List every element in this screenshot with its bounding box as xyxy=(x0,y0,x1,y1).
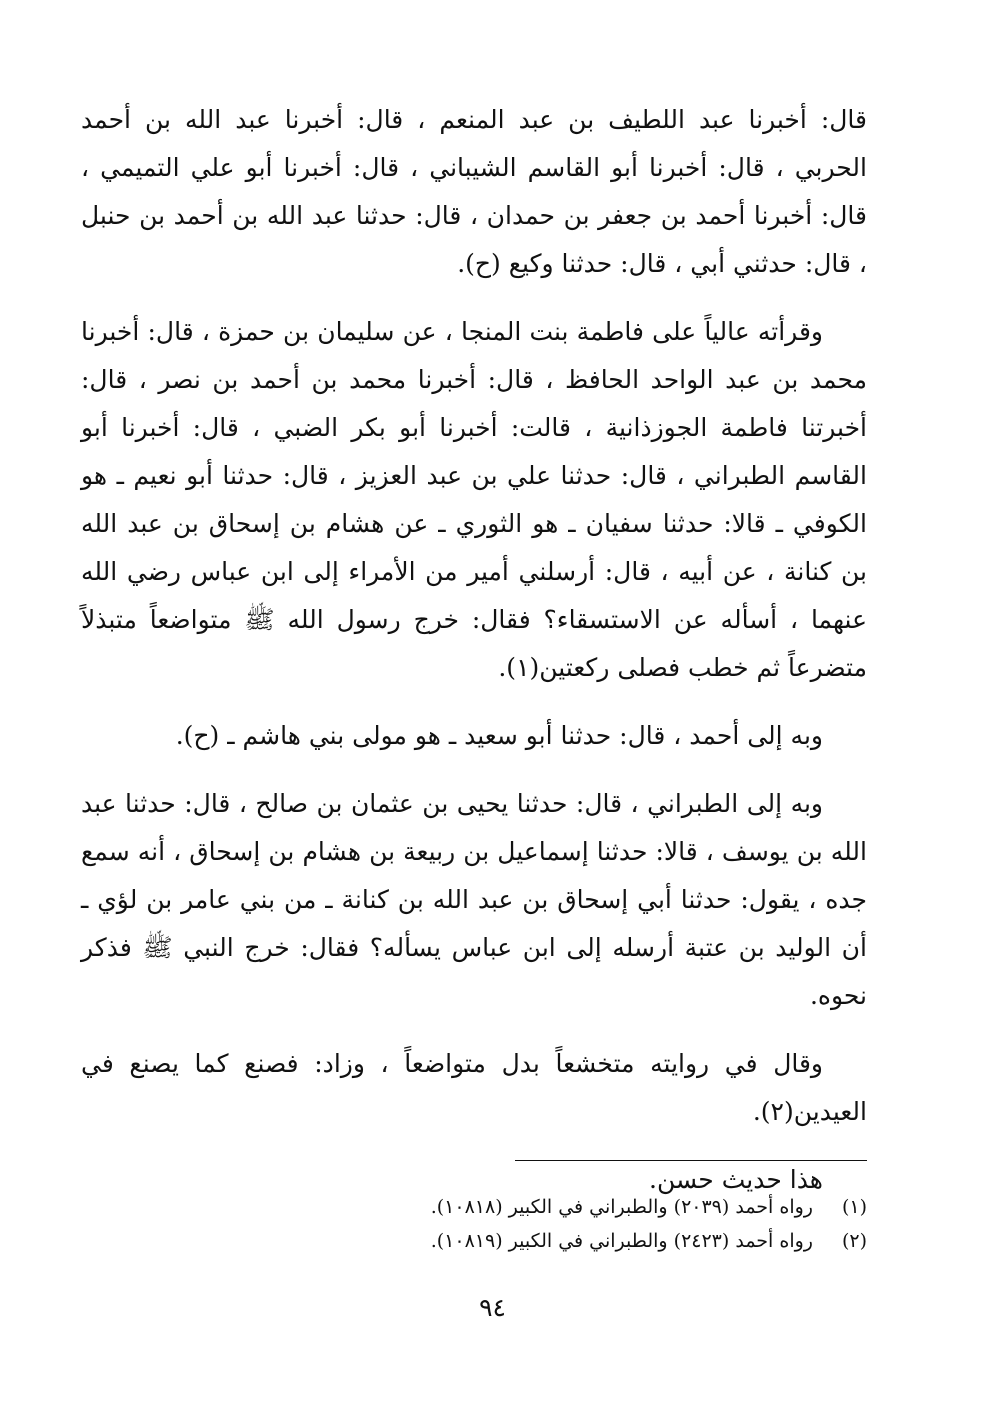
footnote-divider xyxy=(515,1160,867,1161)
paragraph-isnad-1: قال: أخبرنا عبد اللطيف بن عبد المنعم ، قال: أخبرنا عبد الله بن أحمد الحربي ، قال: أخبرنا أبو القاسم الشيباني ، قال: أخبرنا أبو علي التميمي ، قال: أخبرنا أحمد بن جعفر بن حمدان ، قال: حدثنا عبد الله بن أحمد بن حنبل ، قال: حدثني أبي ، قال: حدثنا وكيع (ح). xyxy=(81,105,867,278)
footnotes xyxy=(81,1190,867,1258)
paragraph-isnad-2: وبه إلى أحمد ، قال: حدثنا أبو سعيد ـ هو مولى بني هاشم ـ (ح). xyxy=(175,721,823,750)
footnote-1 xyxy=(81,1190,867,1224)
footnote-marker: (٢) xyxy=(841,1230,867,1252)
paragraph-hadith-text: وقرأته عالياً على فاطمة بنت المنجا ، عن سليمان بن حمزة ، قال: أخبرنا محمد بن عبد الواحد الحافظ ، قال: أخبرنا محمد بن أحمد بن نصر ، قال: أخبرتنا فاطمة الجوزذانية ، قالت: أخبرنا أبو بكر الضبي ، قال: أخبرنا أبو القاسم الطبراني ، قال: حدثنا علي بن عبد العزيز ، قال: حدثنا أبو نعيم ـ هو الكوفي ـ قالا: حدثنا سفيان ـ هو الثوري ـ عن هشام بن إسحاق بن عبد الله بن كنانة ، عن أبيه ، قال: أرسلني أمير من الأمراء إلى ابن عباس رضي الله عنهما ، أسأله عن الاستسقاء؟ فقال: خرج رسول الله ﷺ متواضعاً متبذلاً متضرعاً ثم خطب فصلى ركعتين(١). xyxy=(81,317,867,682)
main-text xyxy=(81,96,867,1204)
paragraph-variant: وقال في روايته متخشعاً بدل متواضعاً ، وزاد: فصنع كما يصنع في العيدين(٢). xyxy=(81,1049,867,1126)
footnote-2 xyxy=(81,1224,867,1258)
footnote-text: رواه أحمد (٢٠٣٩) والطبراني في الكبير (١٠٨١٨). xyxy=(430,1196,813,1218)
paragraph-isnad-3: وبه إلى الطبراني ، قال: حدثنا يحيى بن عثمان بن صالح ، قال: حدثنا عبد الله بن يوسف ، قالا: حدثنا إسماعيل بن ربيعة بن هشام بن إسحاق ، أنه سمع جده ، يقول: حدثنا أبي إسحاق بن عبد الله بن كنانة ـ من بني عامر بن لؤي ـ أن الوليد بن عتبة أرسله إلى ابن عباس يسأله؟ فقال: خرج النبي ﷺ فذكر نحوه. xyxy=(81,789,867,1010)
footnote-text: رواه أحمد (٢٤٢٣) والطبراني في الكبير (١٠٨١٩). xyxy=(430,1230,813,1252)
paragraph-grading: هذا حديث حسن. xyxy=(649,1165,823,1194)
footnote-marker: (١) xyxy=(841,1196,867,1218)
page-number: ٩٤ xyxy=(479,1293,506,1322)
